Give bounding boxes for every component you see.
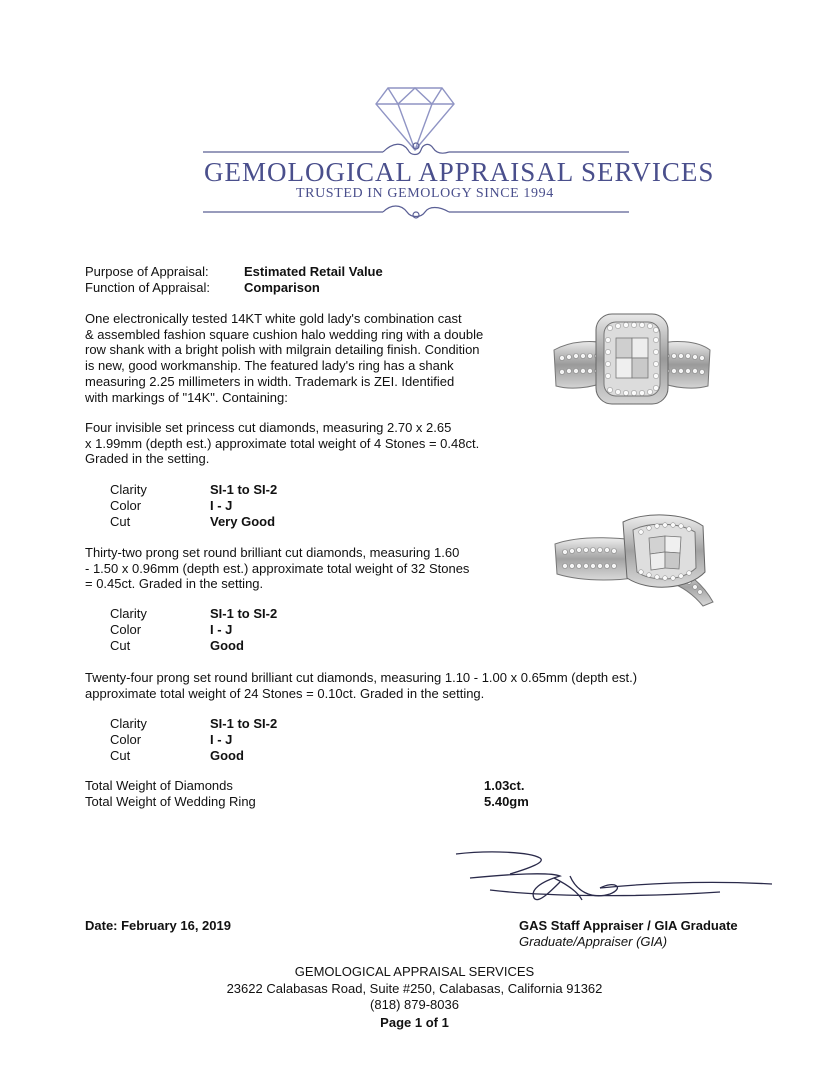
stone-line: approximate total weight of 24 Stones = 0.10ct. Graded in the setting. (85, 685, 485, 701)
description-line: & assembled fashion square cushion halo wedding ring with a double (85, 326, 484, 342)
footer-address: 23622 Calabasas Road, Suite #250, Calabasas, California 91362 (226, 981, 603, 996)
stone-group-1-grades (110, 482, 410, 530)
total-ring-value: 5.40gm (484, 794, 529, 809)
ring-photo-angle (553, 512, 719, 612)
cut-label: Cut (110, 748, 131, 763)
page-number: Page 1 of 1 (380, 1015, 449, 1030)
ring-description (85, 311, 525, 405)
cut-value: Very Good (210, 514, 276, 529)
cut-label: Cut (110, 638, 131, 653)
description-line: with markings of "14K". Containing: (85, 389, 288, 405)
stone-group-3-description (85, 670, 725, 701)
clarity-label: Clarity (110, 716, 147, 731)
clarity-label: Clarity (110, 606, 147, 621)
function-value: Comparison (244, 280, 320, 295)
cut-value: Good (210, 638, 244, 653)
appraiser-subtitle: Graduate/Appraiser (GIA) (519, 934, 668, 949)
cut-label: Cut (110, 514, 131, 529)
color-label: Color (110, 498, 142, 513)
clarity-label: Clarity (110, 482, 147, 497)
appraisal-date: Date: February 16, 2019 (85, 918, 231, 933)
clarity-value: SI-1 to SI-2 (210, 606, 278, 621)
total-diamonds-value: 1.03ct. (484, 778, 525, 793)
stone-line: Graded in the setting. (85, 451, 210, 467)
company-logo-title: GEMOLOGICAL APPRAISAL SERVICES (204, 157, 715, 187)
ring-photo-front (552, 310, 712, 410)
company-tagline: TRUSTED IN GEMOLOGY SINCE 1994 (296, 186, 554, 201)
flourish-bottom-icon (203, 200, 629, 224)
color-label: Color (110, 622, 142, 637)
color-value: I - J (210, 498, 233, 513)
total-ring-label: Total Weight of Wedding Ring (85, 794, 256, 809)
signature (450, 848, 780, 914)
footer-company: GEMOLOGICAL APPRAISAL SERVICES (294, 964, 535, 979)
description-line: One electronically tested 14KT white gold lady's combination cast (85, 311, 462, 326)
function-label: Function of Appraisal: (85, 280, 211, 295)
clarity-value: SI-1 to SI-2 (210, 482, 278, 497)
cut-value: Good (210, 748, 244, 763)
appraiser-title: GAS Staff Appraiser / GIA Graduate (519, 918, 738, 933)
stone-line: - 1.50 x 0.96mm (depth est.) approximate total weight of 32 Stones (85, 560, 470, 576)
description-line: measuring 2.25 millimeters in width. Trademark is ZEI. Identified (85, 373, 455, 389)
total-diamonds-label: Total Weight of Diamonds (85, 778, 233, 793)
purpose-label: Purpose of Appraisal: (85, 264, 209, 279)
description-line: is new, good workmanship. The featured lady's ring has a shank (85, 358, 454, 374)
stone-line: Thirty-two prong set round brilliant cut diamonds, measuring 1.60 (85, 545, 460, 560)
stone-group-2-description (85, 545, 525, 592)
stone-line: x 1.99mm (depth est.) approximate total weight of 4 Stones = 0.48ct. (85, 435, 480, 451)
color-label: Color (110, 732, 142, 747)
clarity-value: SI-1 to SI-2 (210, 716, 278, 731)
purpose-value: Estimated Retail Value (244, 264, 383, 279)
color-value: I - J (210, 732, 233, 747)
stone-group-3-grades (110, 716, 410, 764)
company-logo (0, 0, 829, 230)
description-line: row shank with a bright polish with milgrain detailing finish. Condition (85, 342, 480, 358)
color-value: I - J (210, 622, 233, 637)
stone-line: = 0.45ct. Graded in the setting. (85, 576, 264, 592)
footer-phone: (818) 879-8036 (370, 997, 459, 1012)
stone-group-2-grades (110, 606, 410, 654)
stone-group-1-description (85, 420, 525, 467)
stone-line: Four invisible set princess cut diamonds, measuring 2.70 x 2.65 (85, 420, 452, 435)
stone-line: Twenty-four prong set round brilliant cut diamonds, measuring 1.10 - 1.00 x 0.65mm (depth est.) (85, 670, 638, 685)
